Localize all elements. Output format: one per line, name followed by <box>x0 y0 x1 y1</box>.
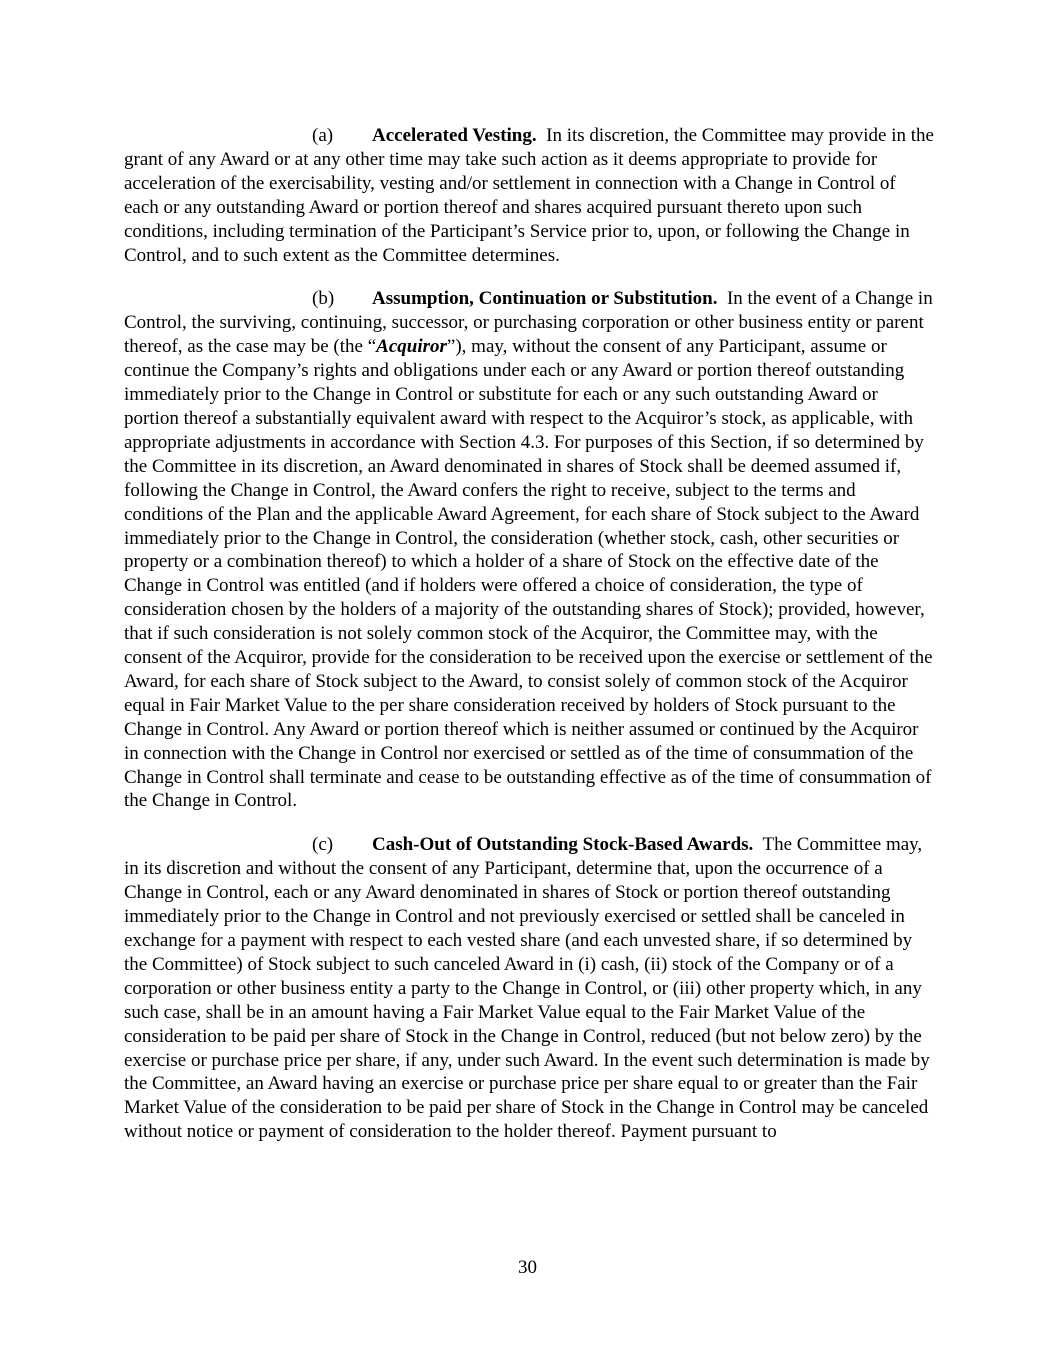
paragraph-marker: (c) <box>312 834 334 856</box>
paragraph-heading: Assumption, Continuation or Substitution. <box>372 288 718 310</box>
paragraph-text: The Committee may, in its discretion and without the consent of any Participant, determine that, upon the occurrence of a Change in Control, each or any Award denominated in shares of Stock or portion thereof outstanding immediately prior to the Change in Control and not previously exercised or settled shall be canceled in exchange for a payment with respect to each vested share (and each unvested share, if so determined by the Committee) of Stock subject to such canceled Award in (i) cash, (ii) stock of the Company or of a corporation or other business entity a party to the Change in Control, or (iii) other property which, in any such case, shall be in an amount having a Fair Market Value equal to the Fair Market Value of the consideration to be paid per share of Stock in the Change in Control, reduced (but not below zero) by the exercise or purchase price per share, if any, under such Award. In the event such determination is made by the Committee, an Award having an exercise or purchase price per share equal to or greater than the Fair Market Value of the consideration to be paid per share of Stock in the Change in Control may be canceled without notice or payment of consideration to the holder thereof. Payment pursuant to <box>124 834 930 1143</box>
paragraph-heading: Cash-Out of Outstanding Stock-Based Awards. <box>372 834 754 856</box>
paragraph-a <box>124 124 934 267</box>
document-page <box>124 124 934 1164</box>
defined-term: Acquiror <box>376 336 447 358</box>
paragraph-marker: (b) <box>312 288 335 310</box>
paragraph-text: In the event of a Change in Control, the surviving, continuing, successor, or purchasing corporation or other business entity or parent thereof, as the case may be (the “ <box>124 288 933 358</box>
paragraph-b <box>124 287 934 813</box>
paragraph-text: In its discretion, the Committee may provide in the grant of any Award or at any other time may take such action as it deems appropriate to provide for acceleration of the exercisability, vesting and/or settlement in connection with a Change in Control of each or any outstanding Award or portion thereof and shares acquired pursuant thereto upon such conditions, including termination of the Participant’s Service prior to, upon, or following the Change in Control, and to such extent as the Committee determines. <box>124 125 934 266</box>
paragraph-text: ”), may, without the consent of any Participant, assume or continue the Company’s rights and obligations under each or any Award or portion thereof outstanding immediately prior to the Change in Control or substitute for each or any such outstanding Award or portion thereof a substantially equivalent award with respect to the Acquiror’s stock, as applicable, with appropriate adjustments in accordance with Section 4.3. For purposes of this Section, if so determined by the Committee in its discretion, an Award denominated in shares of Stock shall be deemed assumed if, following the Change in Control, the Award confers the right to receive, subject to the terms and conditions of the Plan and the applicable Award Agreement, for each share of Stock subject to the Award immediately prior to the Change in Control, the consideration (whether stock, cash, other securities or property or a combination thereof) to which a holder of a share of Stock on the effective date of the Change in Control was entitled (and if holders were offered a choice of consideration, the type of consideration chosen by the holders of a majority of the outstanding shares of Stock); provided, however, that if such consideration is not solely common stock of the Acquiror, the Committee may, with the consent of the Acquiror, provide for the consideration to be received upon the exercise or settlement of the Award, for each share of Stock subject to the Award, to consist solely of common stock of the Acquiror equal in Fair Market Value to the per share consideration received by holders of Stock pursuant to the Change in Control. Any Award or portion thereof which is neither assumed or continued by the Acquiror in connection with the Change in Control nor exercised or settled as of the time of consummation of the Change in Control shall terminate and cease to be outstanding effective as of the time of consummation of the Change in Control. <box>124 336 933 812</box>
paragraph-marker: (a) <box>312 125 334 146</box>
page-number: 30 <box>518 1257 537 1278</box>
paragraph-c <box>124 833 934 1144</box>
paragraph-heading: Accelerated Vesting. <box>372 125 537 146</box>
